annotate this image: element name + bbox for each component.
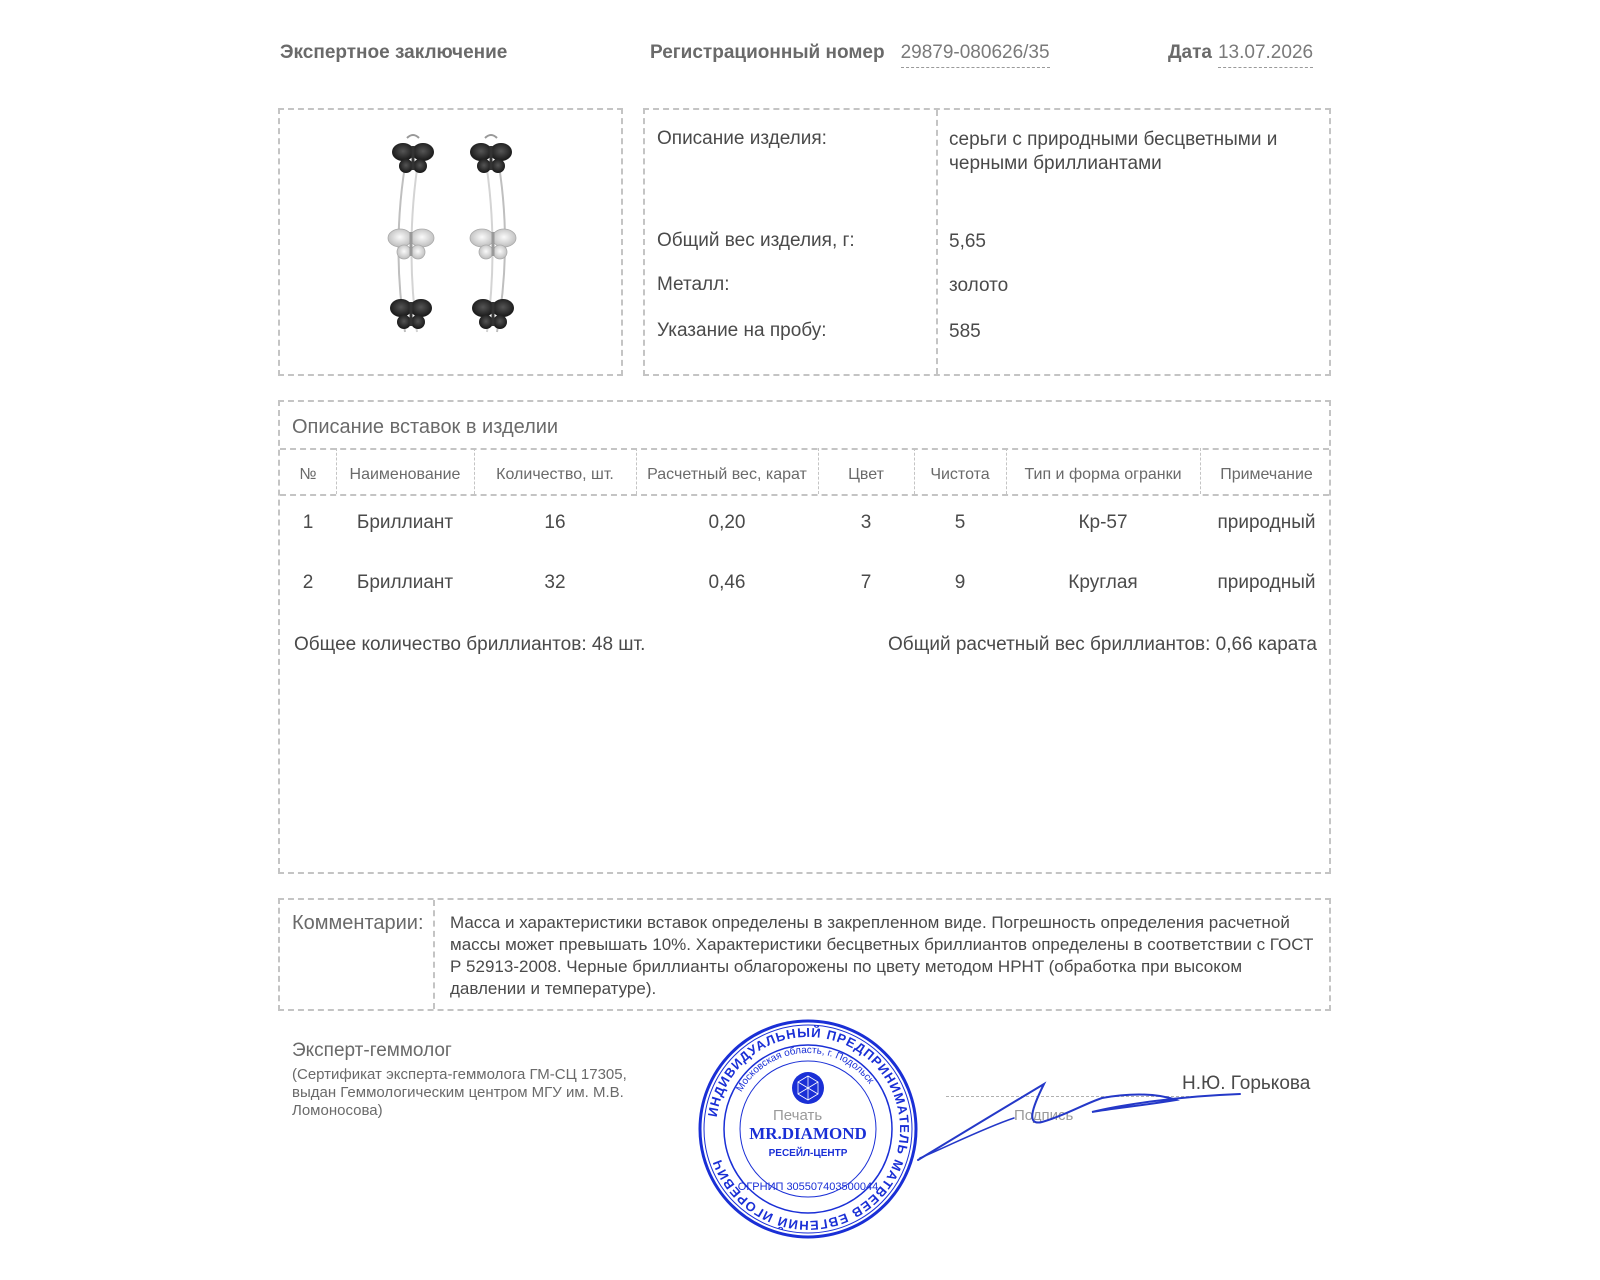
- total-weight: Общий расчетный вес бриллиантов: 0,66 карата: [888, 634, 1317, 655]
- comments-divider: [433, 900, 435, 1009]
- product-photo-box: [278, 108, 623, 376]
- table-cell: 5: [954, 512, 966, 533]
- total-count: Общее количество бриллиантов: 48 шт.: [294, 634, 646, 655]
- diamond-icon: [792, 1072, 824, 1104]
- weight-label: Общий вес изделия, г:: [657, 230, 855, 251]
- stamp-brand: MR.DIAMOND: [749, 1124, 867, 1143]
- signature-caption: Подпись: [1014, 1107, 1074, 1124]
- stamp-inner-text: Московская область, г. Подольск: [734, 1044, 876, 1094]
- column-header: Тип и форма огранки: [1024, 466, 1182, 483]
- stamp-caption: Печать: [773, 1107, 823, 1124]
- fineness-value: 585: [949, 321, 981, 342]
- date-label: Дата: [1168, 42, 1212, 63]
- description-label: Описание изделия:: [657, 128, 827, 149]
- metal-label: Металл:: [657, 274, 730, 295]
- registration-value: 29879-080626/35: [901, 42, 1050, 68]
- table-cell: 9: [954, 572, 966, 593]
- table-cell: 7: [860, 572, 872, 593]
- registration-number: [650, 42, 1050, 64]
- comments-text: Масса и характеристики вставок определены в закрепленном виде. Погрешность определения расчетной массы может превышать 10%. Характеристики бесцветных бриллиантов определены в соответствии с ГОСТ Р 52913-2008. Черные бриллианты облагорожены по цвету методом HPHT (обработка при высоком давлении и температуре).: [450, 913, 1314, 998]
- table-cell: 0,46: [708, 572, 746, 593]
- column-header: №: [299, 466, 317, 483]
- description-value: серьги с природными бесцветными и черными бриллиантами: [949, 129, 1278, 174]
- earrings-photo: [385, 132, 525, 357]
- comments-label: Комментарии:: [292, 912, 424, 934]
- table-cell: природный: [1217, 572, 1316, 593]
- table-cell: 32: [544, 572, 566, 593]
- stamp-ogrnip: ОГРНИП 305507403500044: [737, 1181, 879, 1193]
- table-cell: Кр-57: [1078, 512, 1128, 533]
- metal-value: золото: [949, 275, 1009, 296]
- table-cell: 0,20: [708, 512, 746, 533]
- table-cell: Бриллиант: [356, 512, 454, 533]
- handwritten-signature: [914, 1078, 1244, 1168]
- inserts-box: [278, 400, 1331, 874]
- table-cell: 16: [544, 512, 566, 533]
- expert-title: Эксперт-геммолог: [292, 1040, 452, 1061]
- table-cell: Бриллиант: [356, 572, 454, 593]
- inserts-header-divider: [280, 494, 1329, 496]
- comments-box: [278, 898, 1331, 1011]
- stamp-sub: РЕСЕЙЛ-ЦЕНТР: [768, 1148, 848, 1159]
- document-title: Экспертное заключение: [280, 42, 508, 63]
- table-cell: природный: [1217, 512, 1316, 533]
- company-stamp: [697, 1018, 919, 1240]
- product-info-box: [643, 108, 1331, 376]
- table-cell: Круглая: [1068, 572, 1138, 593]
- inserts-divider: [280, 448, 1329, 450]
- stamp-outer-text: ИНДИВИДУАЛЬНЫЙ ПРЕДПРИНИМАТЕЛЬ МАТВЕЕВ ЕВГЕНИЙ ИГОРЕВИЧ: [704, 1024, 913, 1234]
- inserts-title: Описание вставок в изделии: [292, 416, 559, 438]
- weight-value: 5,65: [949, 231, 986, 252]
- column-header: Примечание: [1220, 466, 1313, 483]
- column-header: Наименование: [349, 466, 461, 483]
- info-divider: [936, 110, 938, 374]
- column-header: Цвет: [848, 466, 884, 483]
- column-header: Расчетный вес, карат: [647, 466, 807, 483]
- date-value: 13.07.2026: [1218, 42, 1313, 68]
- column-header: Количество, шт.: [496, 466, 614, 483]
- table-cell: 1: [302, 512, 314, 533]
- expert-certificate: (Сертификат эксперта-геммолога ГМ-СЦ 17305, выдан Геммологическим центром МГУ им. М.В. Ломоносова): [292, 1066, 627, 1119]
- expert-name: Н.Ю. Горькова: [1182, 1073, 1311, 1094]
- registration-label: Регистрационный номер: [650, 42, 885, 63]
- column-header: Чистота: [930, 466, 990, 483]
- table-cell: 2: [302, 572, 314, 593]
- document-date: [1168, 42, 1313, 64]
- fineness-label: Указание на пробу:: [657, 320, 827, 341]
- table-cell: 3: [860, 512, 872, 533]
